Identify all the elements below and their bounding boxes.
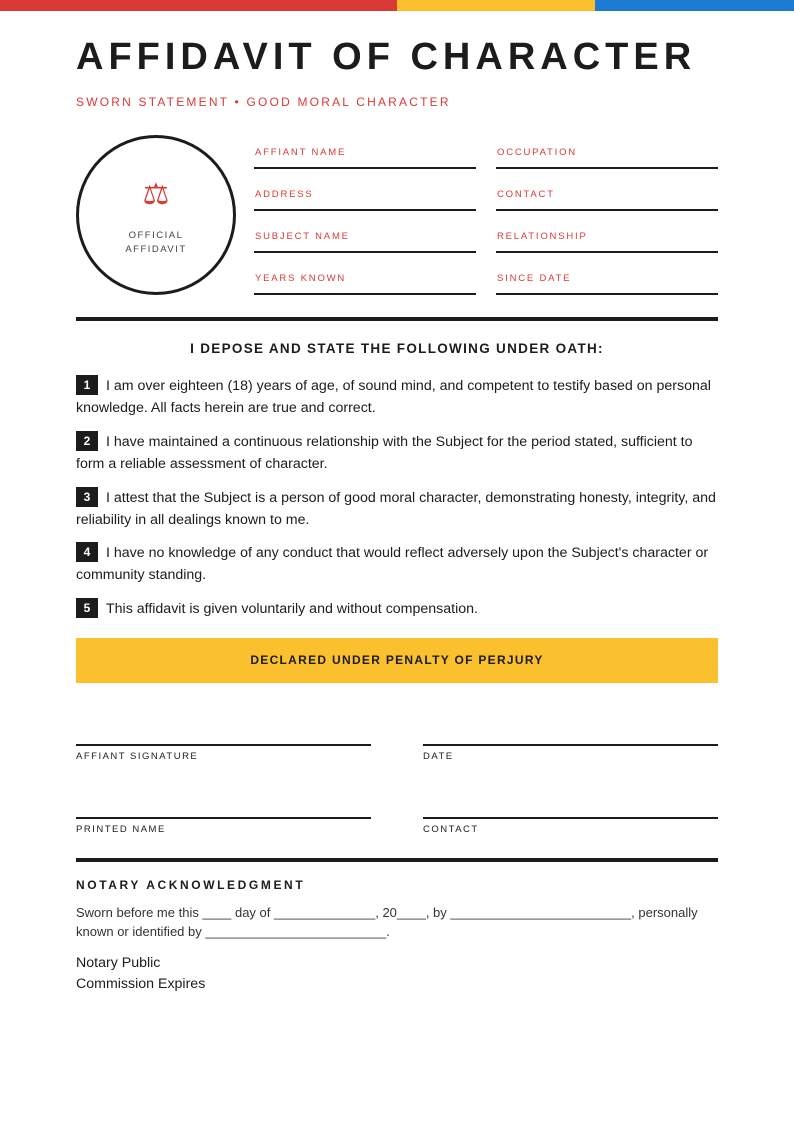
notary-statement: Sworn before me this ____ day of ______________, 20____, by _________________________, personally known or identified by _________________________. [76, 905, 698, 939]
section-divider [76, 317, 718, 321]
date-label: DATE [423, 751, 454, 762]
oath-heading: I DEPOSE AND STATE THE FOLLOWING UNDER OATH: [190, 341, 604, 356]
notary-divider [76, 858, 718, 862]
top-color-bar [0, 0, 794, 11]
years-known-field[interactable] [254, 273, 476, 295]
occupation-label: OCCUPATION [497, 147, 577, 158]
years-known-label: YEARS KNOWN [255, 273, 347, 284]
document-subtitle: SWORN STATEMENT • GOOD MORAL CHARACTER [76, 95, 451, 109]
contact-signature-label: CONTACT [423, 824, 479, 835]
perjury-banner: DECLARED UNDER PENALTY OF PERJURY [76, 638, 718, 683]
statement-number: 5 [76, 598, 98, 618]
scales-of-justice-icon: ⚖ [142, 178, 170, 211]
affiant-signature-line[interactable] [76, 744, 371, 762]
relationship-field[interactable] [496, 231, 718, 253]
statement-text: This affidavit is given voluntarily and without compensation. [106, 601, 478, 617]
statement-number: 4 [76, 542, 98, 562]
occupation-field[interactable] [496, 147, 718, 169]
top-bar-red-segment [0, 0, 397, 11]
oath-statement-5 [76, 598, 718, 621]
affiant-name-field[interactable] [254, 147, 476, 169]
contact-field[interactable] [496, 189, 718, 211]
top-bar-blue-segment [595, 0, 794, 11]
statement-text: I have maintained a continuous relationship with the Subject for the period stated, sufficient to form a reliable assessment of character. [76, 434, 693, 472]
commission-expires-label: Commission Expires [76, 976, 206, 992]
contact-label: CONTACT [497, 189, 555, 200]
statement-text: I have no knowledge of any conduct that would reflect adversely upon the Subject's character or community standing. [76, 545, 709, 583]
contact-signature-line[interactable] [423, 817, 718, 835]
affiant-signature-label: AFFIANT SIGNATURE [76, 751, 199, 762]
subject-name-field[interactable] [254, 231, 476, 253]
statement-number: 3 [76, 487, 98, 507]
address-label: ADDRESS [255, 189, 314, 200]
official-seal [76, 135, 236, 295]
top-bar-yellow-segment [397, 0, 595, 11]
seal-text-line-2: AFFIDAVIT [125, 244, 187, 255]
printed-name-line[interactable] [76, 817, 371, 835]
statement-number: 2 [76, 431, 98, 451]
oath-statement-3 [76, 487, 718, 531]
relationship-label: RELATIONSHIP [497, 231, 588, 242]
oath-statement-2 [76, 431, 718, 475]
subject-name-label: SUBJECT NAME [255, 231, 350, 242]
statement-text: I attest that the Subject is a person of good moral character, demonstrating honesty, integrity, and reliability in all dealings known to me. [76, 490, 716, 528]
since-date-field[interactable] [496, 273, 718, 295]
address-field[interactable] [254, 189, 476, 211]
notary-heading: NOTARY ACKNOWLEDGMENT [76, 878, 306, 892]
since-date-label: SINCE DATE [497, 273, 572, 284]
affiant-name-label: AFFIANT NAME [255, 147, 347, 158]
oath-statement-4 [76, 542, 718, 586]
printed-name-label: PRINTED NAME [76, 824, 166, 835]
statement-text: I am over eighteen (18) years of age, of sound mind, and competent to testify based on personal knowledge. All facts herein are true and correct. [76, 378, 711, 416]
document-title: AFFIDAVIT OF CHARACTER [76, 36, 697, 78]
oath-statement-1 [76, 375, 718, 419]
notary-public-label: Notary Public [76, 955, 161, 971]
statement-number: 1 [76, 375, 98, 395]
date-signature-line[interactable] [423, 744, 718, 762]
seal-text-line-1: OFFICIAL [128, 230, 184, 241]
